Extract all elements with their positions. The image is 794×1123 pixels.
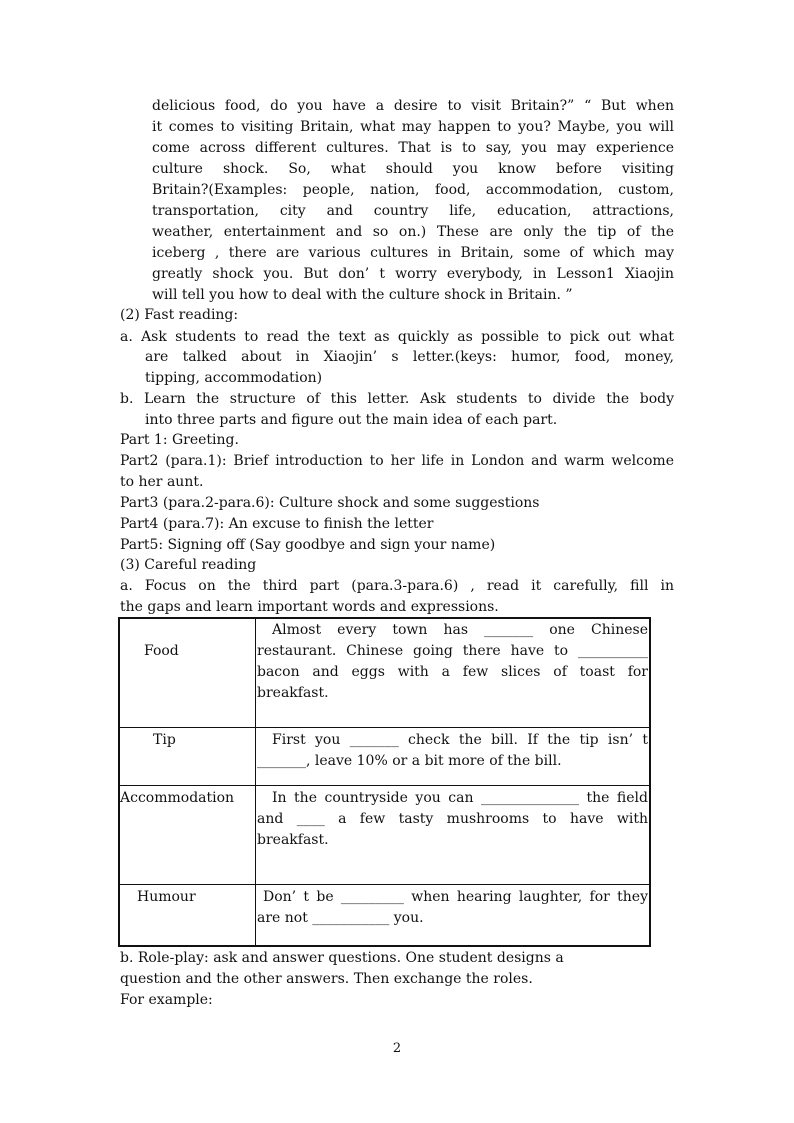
careful-reading-a-line: the gaps and learn important words and expressions. xyxy=(120,599,499,615)
fast-reading-a-line: tipping, accommodation) xyxy=(145,370,323,386)
page-number: 2 xyxy=(392,1041,402,1056)
row-label-tip: Tip xyxy=(153,731,176,748)
careful-reading-a-line: a. Focus on the third part (para.3-para.6) , read it carefully, fill in xyxy=(120,578,674,594)
row-label-food: Food xyxy=(144,643,179,659)
structure-part: Part4 (para.7): An excuse to finish the letter xyxy=(120,516,434,532)
row-text-accommodation: In the countryside you can ______________ the field and ____ a few tasty mushrooms to have with breakfast. xyxy=(257,789,648,848)
row-text-food: Almost every town has _______ one Chinese restaurant. Chinese going there have to __________ bacon and eggs with a few slices of toast for breakfast. xyxy=(257,622,648,701)
structure-part: Part3 (para.2-para.6): Culture shock and some suggestions xyxy=(120,495,540,511)
fast-reading-a-line: a. Ask students to read the text as quickly as possible to pick out what xyxy=(120,329,674,345)
fast-reading-b-line: b. Learn the structure of this letter. Ask students to divide the body xyxy=(120,391,674,407)
intro-line: delicious food, do you have a desire to visit Britain?” “ But when xyxy=(152,98,674,114)
intro-line: it comes to visiting Britain, what may happen to you? Maybe, you will xyxy=(152,119,674,135)
role-play-line: question and the other answers. Then exchange the roles. xyxy=(120,971,533,987)
intro-line: will tell you how to deal with the culture shock in Britain. ” xyxy=(152,287,573,303)
intro-line: greatly shock you. But don’ t worry everybody, in Lesson1 Xiaojin xyxy=(152,266,674,282)
row-text-humour: Don’ t be _________ when hearing laughter, for they are not ___________ you. xyxy=(257,888,648,926)
intro-line: Britain?(Examples: people, nation, food, accommodation, custom, xyxy=(152,182,674,198)
intro-line: weather, entertainment and so on.) These are only the tip of the xyxy=(152,224,674,240)
intro-line: transportation, city and country life, education, attractions, xyxy=(152,203,674,219)
intro-line: culture shock. So, what should you know before visiting xyxy=(152,161,674,177)
structure-part: Part5: Signing off (Say goodbye and sign your name) xyxy=(120,537,496,553)
structure-part: Part2 (para.1): Brief introduction to her life in London and warm welcome xyxy=(120,453,674,469)
section-heading-fast-reading: (2) Fast reading: xyxy=(120,307,239,323)
row-text-tip: First you _______ check the bill. If the tip isn’ t _______, leave 10% or a bit more of the bill. xyxy=(257,731,648,769)
role-play-line: b. Role-play: ask and answer questions. One student designs a xyxy=(120,950,564,966)
table-row xyxy=(119,727,650,785)
fast-reading-b-line: into three parts and figure out the main idea of each part. xyxy=(145,412,558,428)
row-label-accommodation: Accommodation xyxy=(120,789,235,806)
table-row xyxy=(119,884,650,946)
intro-line: iceberg , there are various cultures in Britain, some of which may xyxy=(152,245,674,261)
structure-part: Part 1: Greeting. xyxy=(120,432,239,448)
fill-in-table xyxy=(118,617,651,947)
table-row xyxy=(119,785,650,884)
role-play-line: For example: xyxy=(120,992,213,1008)
intro-line: come across different cultures. That is to say, you may experience xyxy=(152,140,674,156)
structure-part: to her aunt. xyxy=(120,474,204,490)
section-heading-careful-reading: (3) Careful reading xyxy=(120,557,257,573)
fast-reading-a-line: are talked about in Xiaojin’ s letter.(keys: humor, food, money, xyxy=(145,349,674,365)
table-row xyxy=(119,618,650,727)
row-label-humour: Humour xyxy=(137,888,196,905)
